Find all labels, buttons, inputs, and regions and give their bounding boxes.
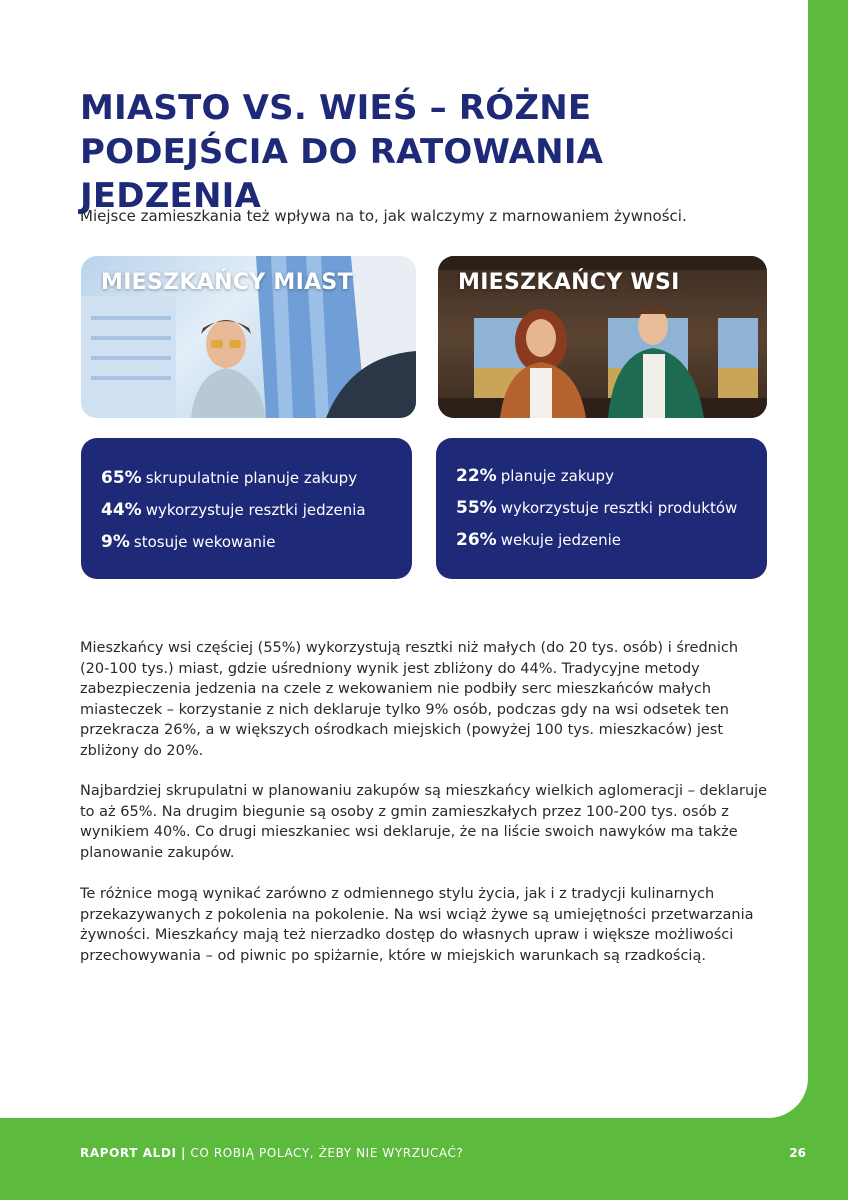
- village-residents-label: MIESZKAŃCY WSI: [458, 270, 680, 295]
- page-number: 26: [789, 1146, 806, 1160]
- footer-subtitle: CO ROBIĄ POLACY, ŻEBY NIE WYRZUCAĆ?: [190, 1146, 464, 1160]
- village-residents-photo: [438, 256, 767, 418]
- stat-percent: 44%: [101, 500, 142, 520]
- footer: [80, 1146, 463, 1160]
- stat-text: wykorzystuje resztki produktów: [500, 499, 738, 517]
- footer-separator: |: [180, 1146, 186, 1160]
- city-residents-label: MIESZKAŃCY MIAST: [101, 270, 353, 295]
- village-stat-item: [456, 466, 614, 486]
- body-paragraph: Mieszkańcy wsi częściej (55%) wykorzystują resztki niż małych (do 20 tys. osób) i średnich (20-100 tys.) miast, gdzie uśredniony wynik jest zbliżony do 44%. Tradycyjne metody zabezpieczenia jedzenia na czele z wekowaniem nie podbiły serc mieszkańców małych miasteczek – korzystanie z nich deklaruje tylko 9% osób, podczas gdy na wsi odsetek ten przekracza 26%, a w większych ośrodkach miejskich (powyżej 100 tys. mieszkaców) jest zbliżony do 20%.: [80, 640, 739, 759]
- page-title: MIASTO VS. WIEŚ – RÓŻNE PODEJŚCIA DO RATOWANIA JEDZENIA: [80, 88, 604, 216]
- city-stat-item: [101, 500, 366, 520]
- stat-percent: 65%: [101, 468, 142, 488]
- footer-brand: RAPORT ALDI: [80, 1146, 177, 1160]
- city-residents-photo: [81, 256, 416, 418]
- stat-text: planuje zakupy: [500, 467, 614, 485]
- intro-text: Miejsce zamieszkania też wpływa na to, jak walczymy z marnowaniem żywności.: [80, 207, 687, 225]
- stat-text: wykorzystuje resztki jedzenia: [145, 501, 366, 519]
- stat-percent: 9%: [101, 532, 130, 552]
- body-paragraph: Te różnice mogą wynikać zarówno z odmiennego stylu życia, jak i z tradycji kulinarnych przekazywanych z pokolenia na pokolenie. Na wsi wciąż żywe są umiejętności przetwarzania żywności. Mieszkańcy mają też nierzadko dostęp do własnych upraw i większe możliwości przechowywania – od piwnic po spiżarnie, które w miejskich warunkach są rzadkością.: [80, 886, 754, 964]
- stat-text: skrupulatnie planuje zakupy: [145, 469, 358, 487]
- city-stat-item: [101, 532, 275, 552]
- stat-percent: 26%: [456, 530, 497, 550]
- village-stats-box: [436, 438, 767, 579]
- village-stat-item: [456, 498, 737, 518]
- city-stats-box: [81, 438, 412, 579]
- city-stat-item: [101, 468, 357, 488]
- stat-text: wekuje jedzenie: [500, 531, 622, 549]
- stat-percent: 22%: [456, 466, 497, 486]
- body-paragraph: Najbardziej skrupulatni w planowaniu zakupów są mieszkańcy wielkich aglomeracji – deklaruje to aż 65%. Na drugim biegunie są osoby z gmin zamieszkałych przez 100-200 tys. osób z wynikiem 40%. Co drugi mieszkaniec wsi deklaruje, że na liście swoich nawyków ma także planowanie zakupów.: [80, 783, 768, 861]
- stat-text: stosuje wekowanie: [133, 533, 276, 551]
- village-stat-item: [456, 530, 621, 550]
- stat-percent: 55%: [456, 498, 497, 518]
